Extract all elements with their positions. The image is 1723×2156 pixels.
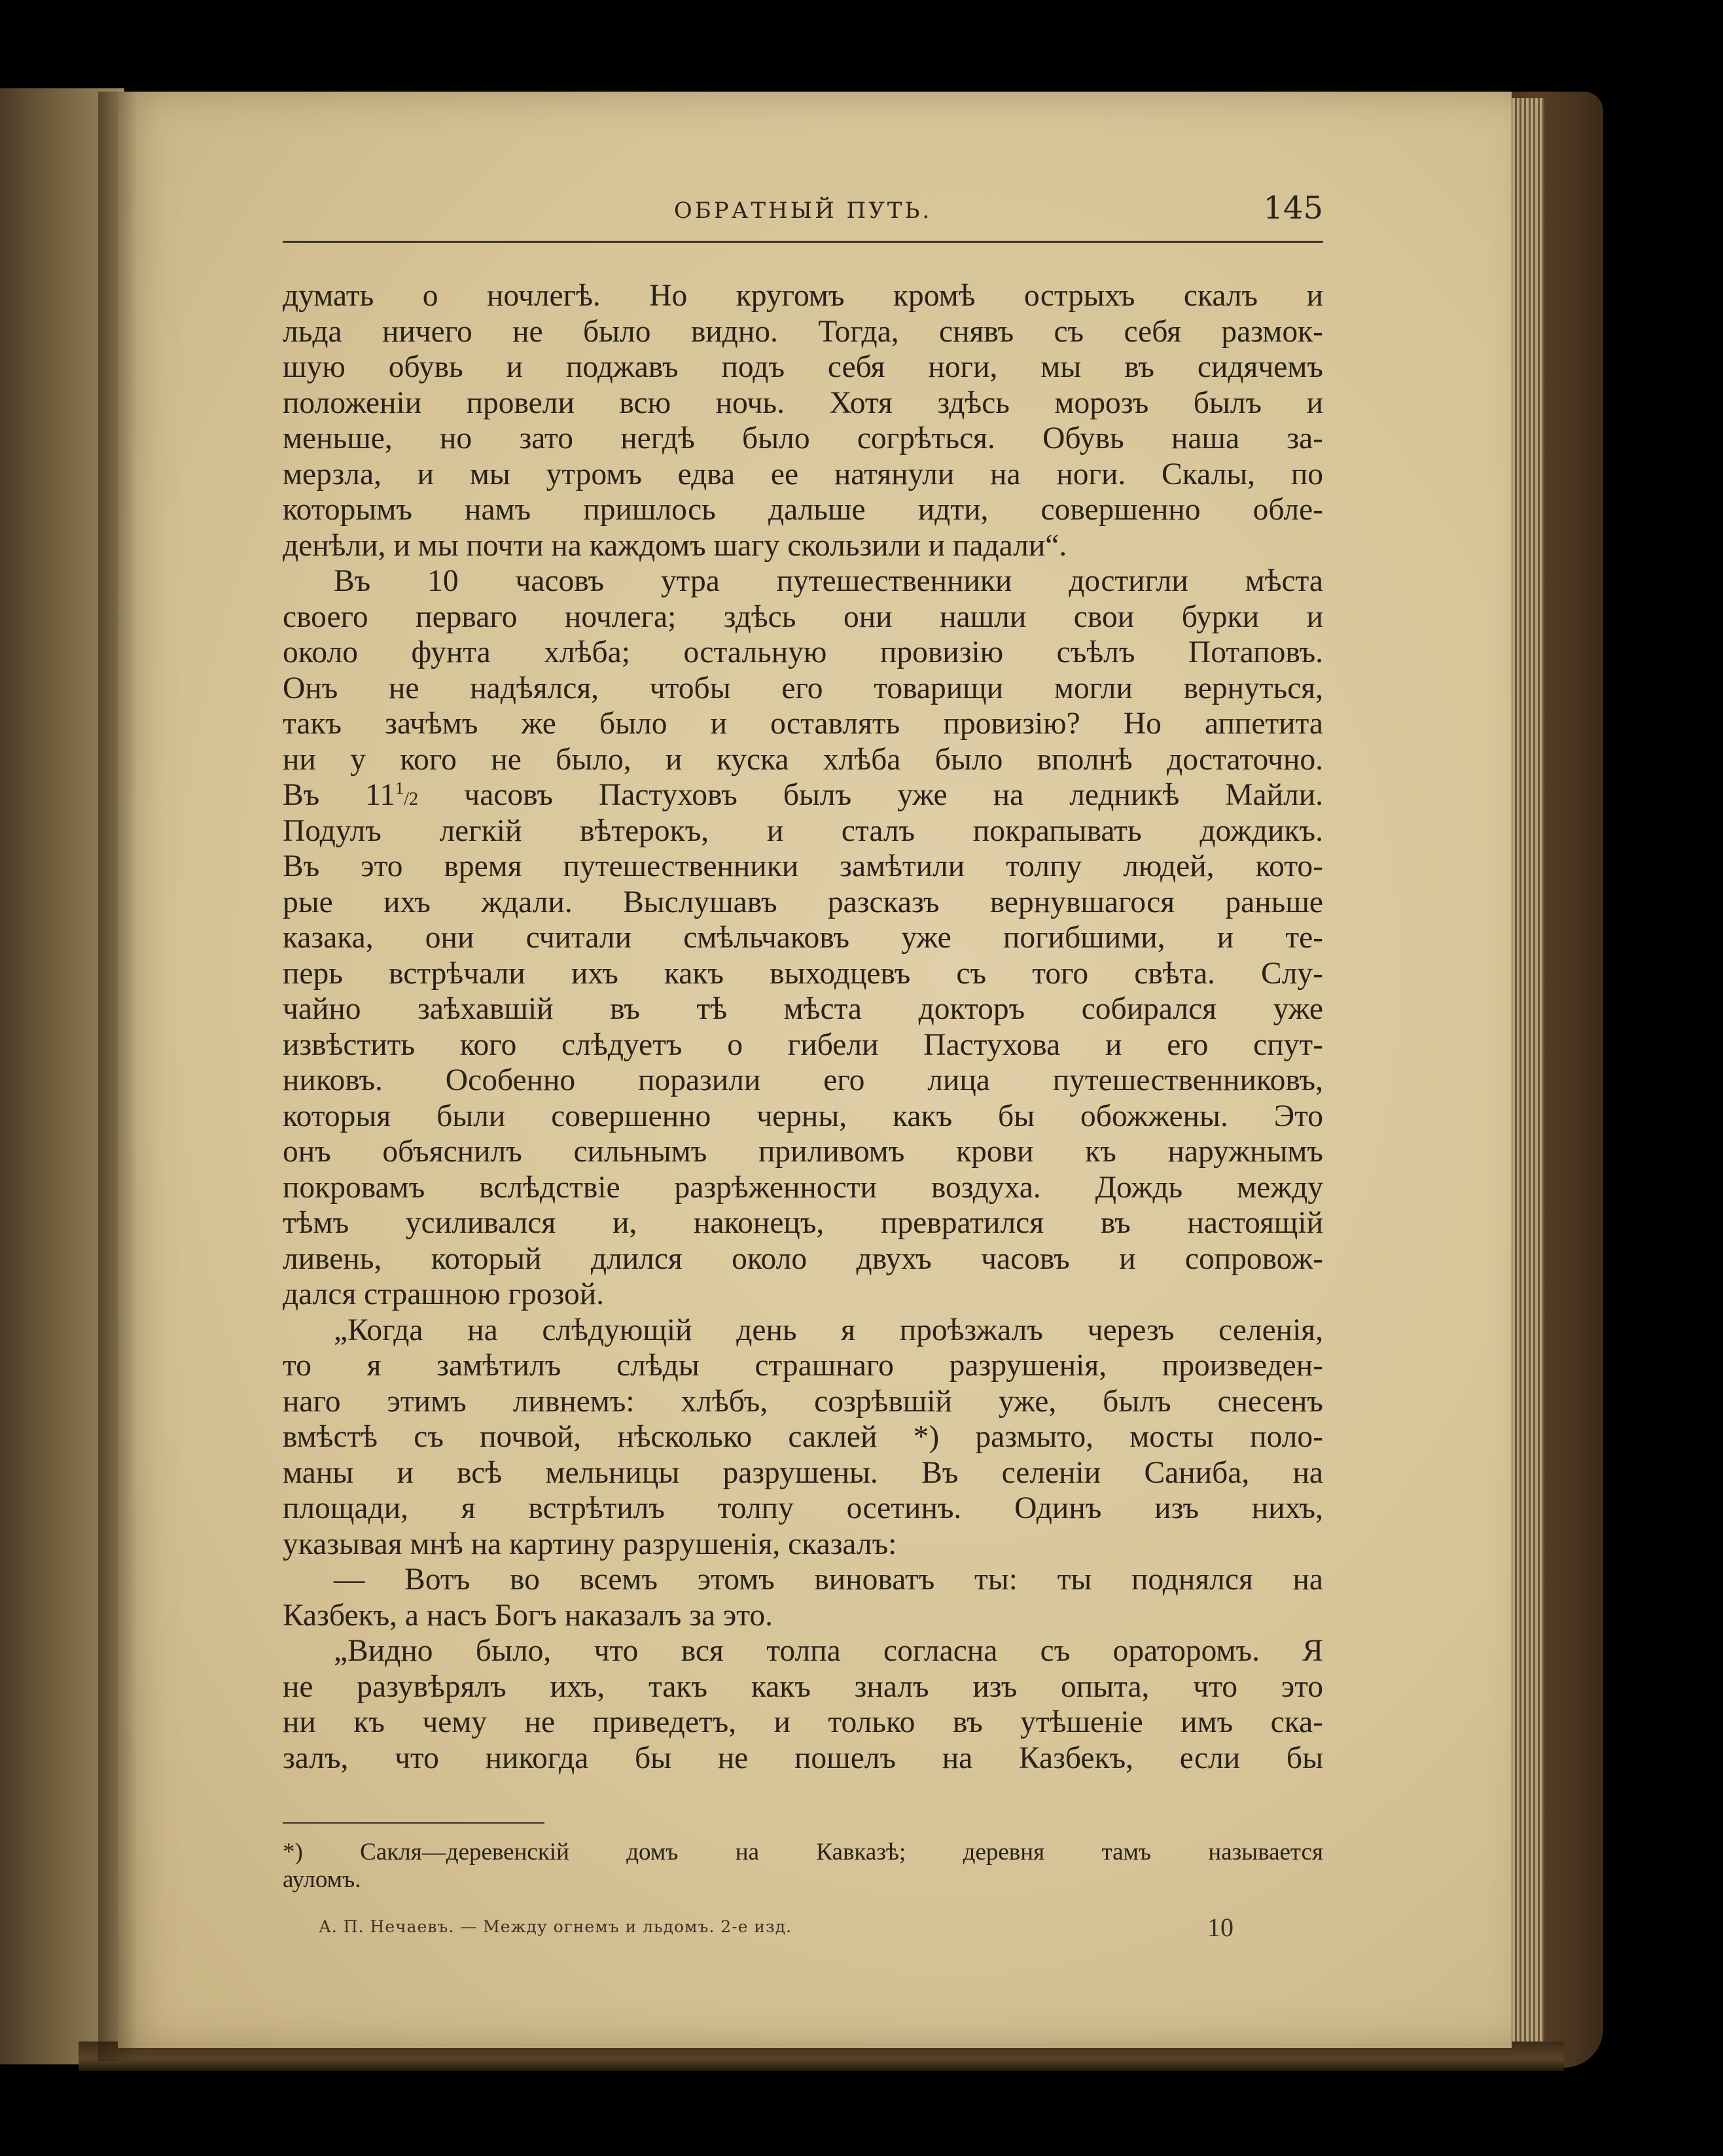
- text-line: вмѣстѣ съ почвой, нѣсколько саклей *) размыто, мосты поло-: [283, 1420, 1323, 1454]
- text-line: не разувѣрялъ ихъ, такъ какъ зналъ изъ опыта, что это: [283, 1669, 1323, 1704]
- text-line: Онъ не надѣялся, чтобы его товарищи могли вернуться,: [283, 671, 1323, 705]
- text-line: дался страшною грозой.: [283, 1277, 605, 1311]
- text-line: льда ничего не было видно. Тогда, снявъ съ себя размок-: [283, 314, 1323, 349]
- text-line: которыя были совершенно черны, какъ бы обожжены. Это: [283, 1099, 1323, 1133]
- text-line: „Когда на слѣдующiй день я проѣзжалъ черезъ селенiя,: [334, 1313, 1323, 1347]
- text-line: положенiи провели всю ночь. Хотя здѣсь морозъ былъ и: [283, 385, 1323, 420]
- body-text: [283, 278, 1323, 1776]
- text-line: покровамъ вслѣдствiе разрѣженности воздуха. Дождь между: [283, 1170, 1323, 1205]
- footnote-line: *) Сакля—деревенскiй домъ на Кавказѣ; деревня тамъ называется: [283, 1839, 1323, 1865]
- text-line: тѣмъ усиливался и, наконецъ, превратился въ настоящiй: [283, 1206, 1323, 1240]
- text-line: которымъ намъ пришлось дальше идти, совершенно обле-: [283, 493, 1323, 527]
- footnote-rule: [283, 1822, 544, 1824]
- text-line: своего перваго ночлега; здѣсь они нашли свои бурки и: [283, 599, 1323, 634]
- sheet-number: 10: [1207, 1913, 1234, 1942]
- text-line: перь встрѣчали ихъ какъ выходцевъ съ того свѣта. Слу-: [283, 956, 1323, 991]
- page-number: 145: [1263, 190, 1323, 226]
- text-line: онъ объяснилъ сильнымъ приливомъ крови къ наружнымъ: [283, 1135, 1323, 1169]
- text-line: шую обувь и поджавъ подъ себя ноги, мы въ сидячемъ: [283, 350, 1323, 384]
- text-line: извѣстить кого слѣдуетъ о гибели Пастухова и его спут-: [283, 1027, 1323, 1062]
- text-line: денѣли, и мы почти на каждомъ шагу скользили и падали“.: [283, 528, 1067, 563]
- text-line: маны и всѣ мельницы разрушены. Въ селенiи Саниба, на: [283, 1455, 1323, 1490]
- text-line: никовъ. Особенно поразили его лица путешественниковъ,: [283, 1063, 1323, 1097]
- text-line: мерзла, и мы утромъ едва ее натянули на ноги. Скалы, по: [283, 457, 1323, 491]
- text-line: Подулъ легкiй вѣтерокъ, и сталъ покрапывать дождикъ.: [283, 813, 1323, 848]
- text-line: площади, я встрѣтилъ толпу осетинъ. Одинъ изъ нихъ,: [283, 1491, 1323, 1525]
- printer-signature: А. П. Нечаевъ. — Между огнемъ и льдомъ. 2-е изд.: [319, 1917, 792, 1936]
- text-line: ни къ чему не приведетъ, и только въ утѣшенiе имъ ска-: [283, 1705, 1323, 1739]
- page-header: [283, 190, 1323, 242]
- text-line: ливень, который длился около двухъ часовъ и сопровож-: [283, 1241, 1323, 1276]
- text-line: рые ихъ ждали. Выслушавъ разсказъ вернувшагося раньше: [283, 885, 1323, 919]
- header-rule: [283, 241, 1323, 243]
- text-line: чайно заѣхавшiй въ тѣ мѣста докторъ собирался уже: [283, 992, 1323, 1026]
- text-line: такъ зачѣмъ же было и оставлять провизiю? Но аппетита: [283, 707, 1323, 741]
- text-line: то я замѣтилъ слѣды страшнаго разрушенiя, произведен-: [283, 1349, 1323, 1383]
- running-title: ОБРАТНЫЙ ПУТЬ.: [673, 198, 933, 224]
- text-line: казака, они считали смѣльчаковъ уже погибшими, и те-: [283, 921, 1323, 955]
- text-line: „Видно было, что вся толпа согласна съ ораторомъ. Я: [334, 1634, 1323, 1668]
- footnote: [283, 1839, 1323, 1894]
- text-line: Въ 10 часовъ утра путешественники достигли мѣста: [334, 564, 1323, 598]
- fraction-denominator: /2: [404, 789, 419, 809]
- text-line: думать о ночлегѣ. Но кругомъ кромѣ острыхъ скалъ и: [283, 279, 1323, 313]
- fraction-numerator: 1: [395, 779, 404, 798]
- text-line: Въ это время путешественники замѣтили толпу людей, кото-: [283, 849, 1323, 883]
- text-line: указывая мнѣ на картину разрушенiя, сказалъ:: [283, 1527, 897, 1561]
- text-line: наго этимъ ливнемъ: хлѣбъ, созрѣвшiй уже, былъ снесенъ: [283, 1384, 1323, 1419]
- text-line: ни у кого не было, и куска хлѣба было вполнѣ достаточно.: [283, 742, 1323, 777]
- text-line: — Вотъ во всемъ этомъ виноватъ ты: ты поднялся на: [334, 1563, 1323, 1597]
- text-line-with-fraction: [283, 777, 1323, 813]
- text-line: залъ, что никогда бы не пошелъ на Казбекъ, если бы: [283, 1741, 1323, 1775]
- fraction-line-text: Въ $11^1/2$ часовъ Пастуховъ былъ уже на ледникѣ Майли.: [283, 778, 1324, 812]
- footnote-line: ауломъ.: [283, 1866, 361, 1893]
- spine-shadow: [98, 92, 137, 2061]
- text-line: около фунта хлѣба; остальную провизiю съѣлъ Потаповъ.: [283, 635, 1323, 669]
- text-line: меньше, но зато негдѣ было согрѣться. Обувь наша за-: [283, 421, 1323, 455]
- text-line: Казбекъ, а насъ Богъ наказалъ за это.: [283, 1598, 773, 1633]
